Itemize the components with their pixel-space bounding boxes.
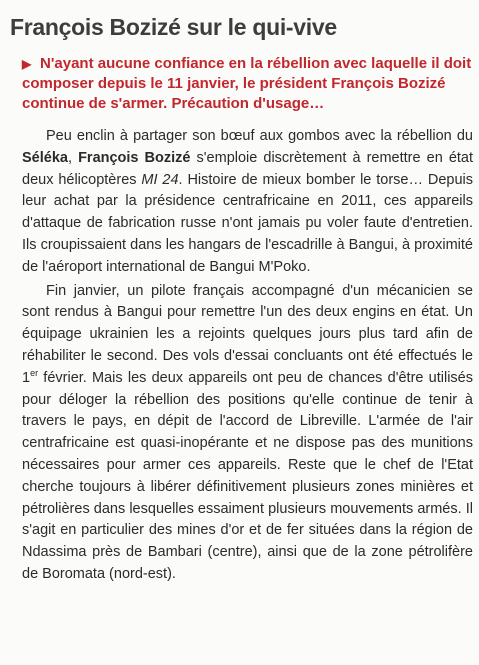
paragraph-2 [22,281,473,586]
p1-text-a: Peu enclin à partager son bœuf aux gombos avec la rébellion du [46,128,473,144]
mi24-model: MI 24 [141,171,179,188]
lede [22,54,474,114]
p1-text-b: , [67,149,79,166]
bozize-name: François Bozizé [78,149,191,166]
p2-text-b: février. Mais les deux appareils ont peu de chances d'être utilisés pour déloger la rébellion des positions qu'elle continue de tenir à travers le pays, en dépit de l'accord de Libreville. L'armée de l'air centrafricaine est quasi-inopérante et ne dispose pas des munitions nécessaires pour armer ces appareils. Reste que le chef de l'Etat cherche toujours à libérer définitivement plusieurs zones minières et pétrolières dans lesquelles essaiment plusieurs mouvements armés. Il s'agit en particulier des mines d'or et de fer situées dans la région de Ndassima près de Bambari (centre), ainsi que de la zone pétrolifère de Boromata (nord-est). [22,369,473,582]
p1-text-c: s'emploie discrètement à remettre en état deux hélicoptères [22,149,473,188]
p1-text-d: . Histoire de mieux bomber le torse… Depuis leur achat par la présidence centrafricaine en 2011, ces appareils d'attaque de fabrication russe n'ont jamais pu voler faute d'entretien. Ils croupissaient dans les hangars de l'escadrille à Bangui, à proximité de l'aéroport international de Bangui M'Poko. [22,171,474,275]
paragraph-1 [22,126,473,279]
headline: François Bozizé sur le qui-vive [10,14,337,40]
triangle-arrow-icon: ▶ [22,57,32,71]
article-body [22,126,473,586]
ordinal-suffix: er [30,367,39,378]
seleka-name: Séléka [22,149,68,166]
lede-text: N'ayant aucune confiance en la rébellion avec laquelle il doit composer depuis le 11 janvier, le président François Bozizé continue de s'armer. Précaution d'usage… [22,55,472,112]
p2-text-a: Fin janvier, un pilote français accompagné d'un mécanicien se sont rendus à Bangui pour remettre l'un des deux engins en état. Un équipage ukrainien les a rejoints quelques jours plus tard afin de réhabiliter le second. Des vols d'essai concluants ont été effectués le 1 [22,282,473,386]
